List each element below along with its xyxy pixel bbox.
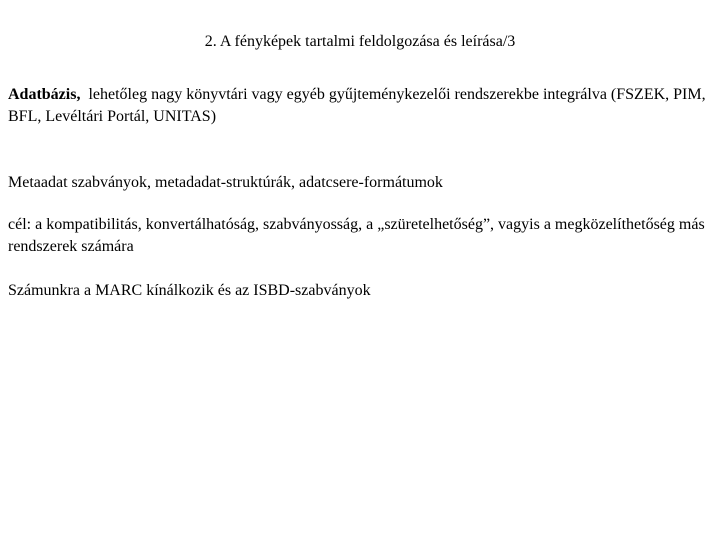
offer-paragraph: Számunkra a MARC kínálkozik és az ISBD-szabványok [8,282,371,299]
metadata-paragraph: Metaadat szabványok, metadadat-struktúrák, adatcsere-formátumok [8,174,443,191]
goal-paragraph: cél: a kompatibilitás, konvertálhatóság, szabványosság, a „szüretelhetőség”, vagyis a megközelíthetőség más rendszerek számára [8,216,705,255]
database-paragraph [8,84,708,128]
database-description: lehetőleg nagy könyvtári vagy egyéb gyűjteménykezelői rendszerekbe integrálva (FSZEK, PIM, BFL, Levéltári Portál, UNITAS) [8,86,710,125]
database-term: Adatbázis, [8,86,81,103]
slide-title: 2. A fényképek tartalmi feldolgozása és leírása/3 [204,33,516,50]
